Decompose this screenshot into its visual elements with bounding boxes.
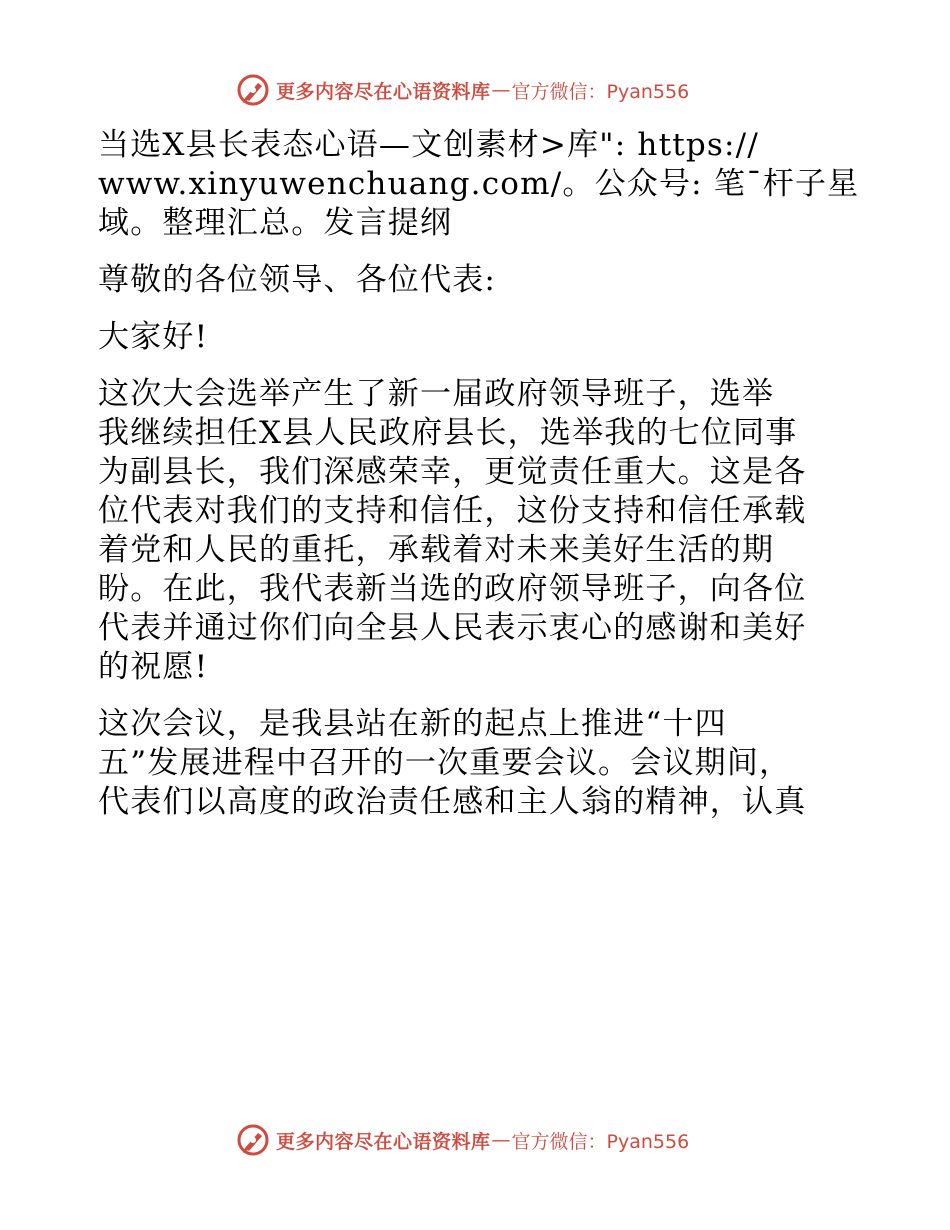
banner-main-text: 更多内容尽在心语资料库 bbox=[276, 80, 491, 103]
text-line: 为副县长，我们深感荣幸，更觉责任重大。这是各 bbox=[98, 454, 807, 490]
paragraph bbox=[98, 261, 858, 300]
banner-separator: — bbox=[491, 79, 511, 101]
text-line: 当选X县长表态心语—文创素材>库": https:// bbox=[98, 127, 759, 163]
pen-logo-icon bbox=[236, 73, 270, 107]
text-line: 的祝愿! bbox=[98, 649, 209, 685]
paragraph bbox=[98, 705, 858, 822]
text-line: 这次会议，是我县站在新的起点上推进“十四 bbox=[98, 706, 727, 742]
text-line: 这次大会选举产生了新一届政府领导班子，选举 bbox=[98, 376, 775, 412]
text-line: 五”发展进程中召开的一次重要会议。会议期间， bbox=[98, 745, 792, 781]
text-line: 尊敬的各位领导、各位代表: bbox=[98, 262, 497, 298]
text-line: 代表并通过你们向全县人民表示衷心的感谢和美好 bbox=[98, 610, 807, 646]
document-body bbox=[98, 126, 858, 840]
paragraph bbox=[98, 375, 858, 687]
banner-account-text: 官方微信：Pyan556 bbox=[511, 1130, 690, 1153]
footer-banner bbox=[236, 1122, 689, 1158]
header-banner bbox=[236, 72, 689, 108]
banner-account-text: 官方微信：Pyan556 bbox=[511, 80, 690, 103]
text-line: 代表们以高度的政治责任感和主人翁的精神，认真 bbox=[98, 784, 807, 820]
text-line: 大家好! bbox=[98, 319, 209, 355]
text-line: 域。整理汇总。发言提纲 bbox=[98, 205, 453, 241]
text-line: 着党和人民的重托，承载着对未来美好生活的期 bbox=[98, 532, 775, 568]
text-line: 位代表对我们的支持和信任，这份支持和信任承载 bbox=[98, 493, 807, 529]
pen-logo-icon bbox=[236, 1123, 270, 1157]
banner-separator: — bbox=[491, 1129, 511, 1151]
text-line: 我继续担任X县人民政府县长，选举我的七位同事 bbox=[98, 415, 798, 451]
text-line: 盼。在此，我代表新当选的政府领导班子，向各位 bbox=[98, 571, 807, 607]
paragraph bbox=[98, 318, 858, 357]
text-line: www.xinyuwenchuang.com/。公众号: 笔¯杆子星 bbox=[98, 166, 860, 202]
banner-main-text: 更多内容尽在心语资料库 bbox=[276, 1130, 491, 1153]
paragraph bbox=[98, 126, 858, 243]
